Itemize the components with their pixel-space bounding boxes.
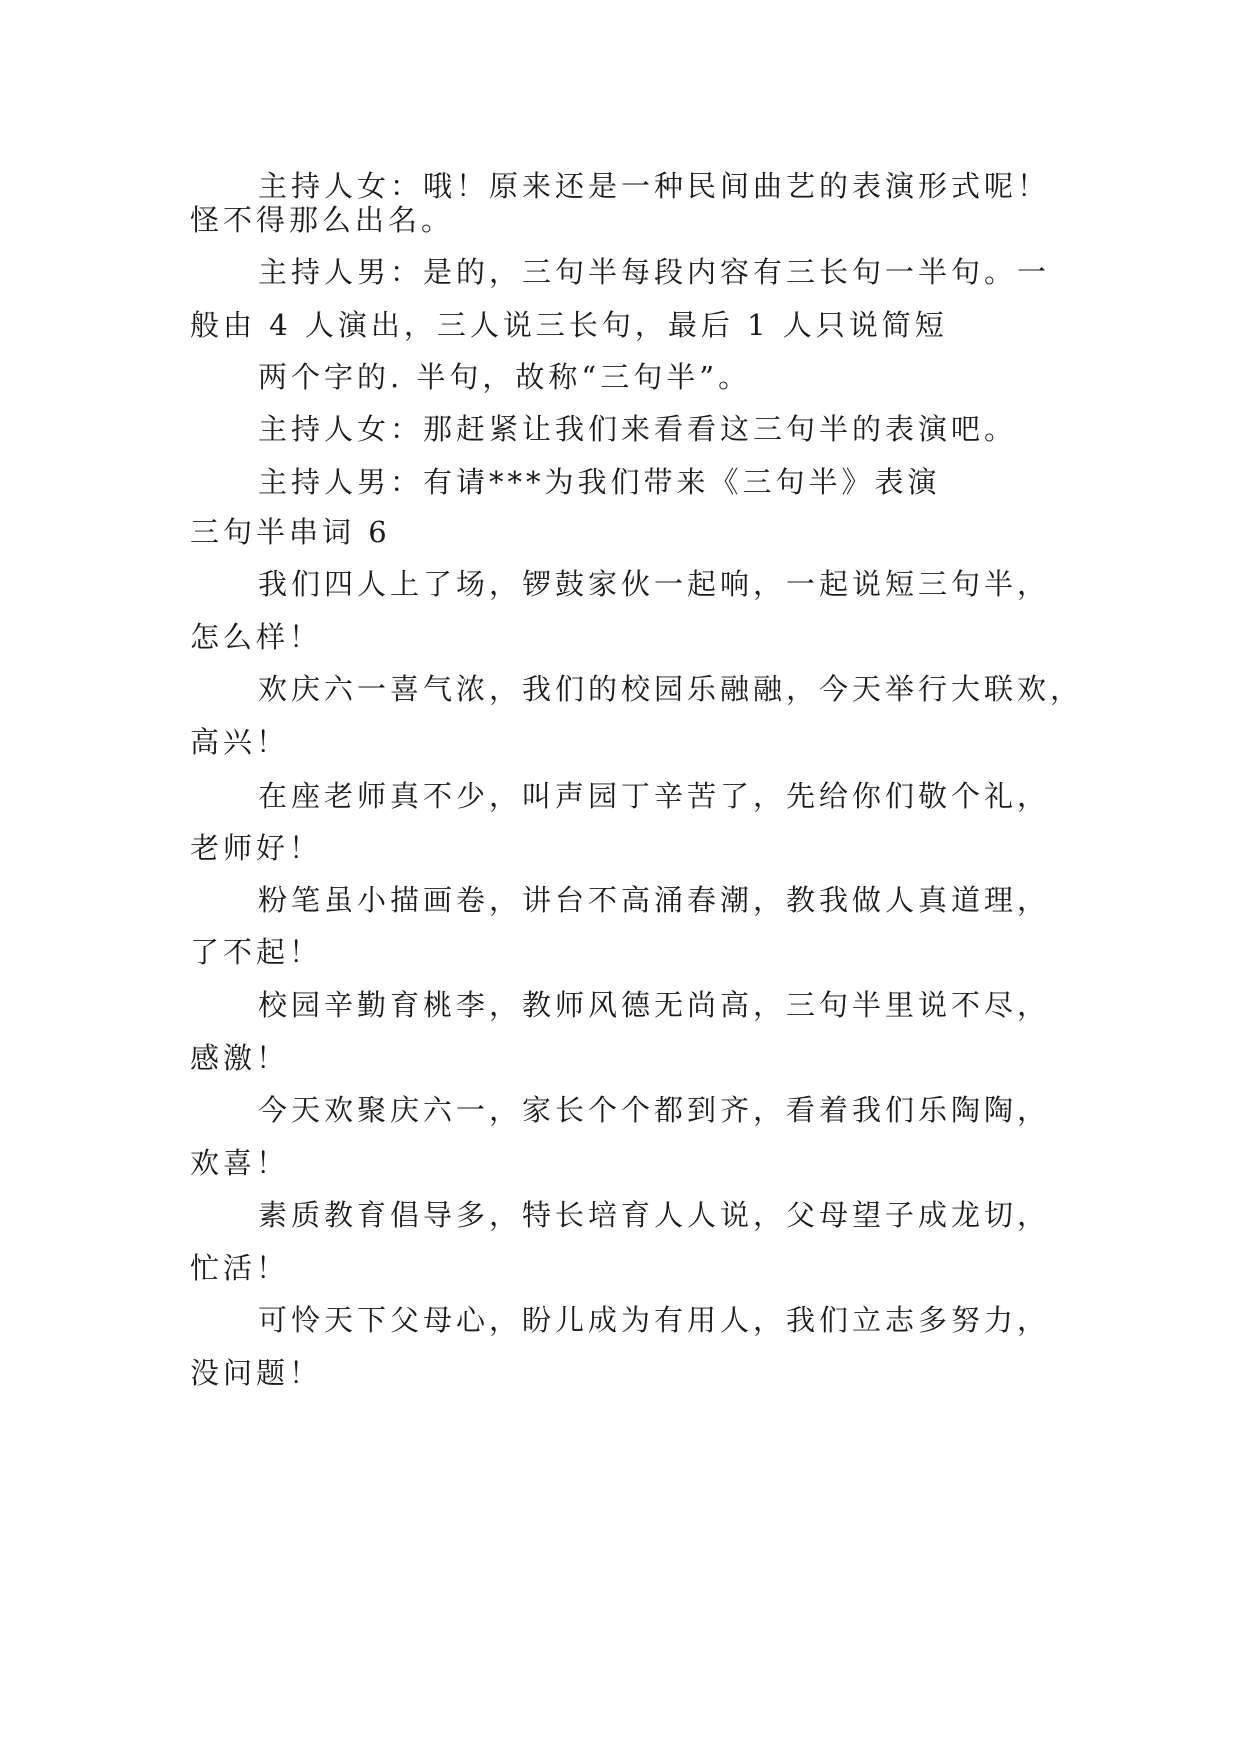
paragraph-line: 校园辛勤育桃李，教师风德无尚高，三句半里说不尽， <box>258 988 1051 1022</box>
paragraph-line: 般由 4 人演出，三人说三长句，最后 1 人只说简短 <box>190 308 948 342</box>
paragraph-line: 高兴！ <box>190 725 290 759</box>
paragraph-line: 今天欢聚庆六一，家长个个都到齐，看着我们乐陶陶， <box>258 1093 1051 1127</box>
paragraph-line: 了不起！ <box>190 935 323 969</box>
paragraph-line: 欢庆六一喜气浓，我们的校园乐融融，今天举行大联欢， <box>258 672 1084 706</box>
paragraph-line: 欢喜！ <box>190 1146 290 1180</box>
paragraph-line: 主持人男：有请***为我们带来《三句半》表演 <box>258 465 941 499</box>
paragraph-line: 怪不得那么出名。 <box>190 203 455 237</box>
paragraph-line: 素质教育倡导多，特长培育人人说，父母望子成龙切， <box>258 1198 1051 1232</box>
section-heading: 三句半串词 6 <box>190 515 391 549</box>
paragraph-line: 主持人女：哦！原来还是一种民间曲艺的表演形式呢！ <box>258 169 1051 203</box>
paragraph-line: 两个字的. 半句，故称“三句半”。 <box>258 360 752 394</box>
paragraph-line: 我们四人上了场，锣鼓家伙一起响，一起说短三句半， <box>258 567 1051 601</box>
paragraph-line: 主持人男：是的，三句半每段内容有三长句一半句。一 <box>258 255 1051 289</box>
paragraph-line: 主持人女：那赶紧让我们来看看这三句半的表演吧。 <box>258 412 1018 446</box>
paragraph-line: 没问题！ <box>190 1356 323 1390</box>
paragraph-line: 感激！ <box>190 1041 290 1075</box>
paragraph-line: 粉笔虽小描画卷，讲台不高涌春潮，教我做人真道理， <box>258 883 1051 917</box>
paragraph-line: 在座老师真不少，叫声园丁辛苦了，先给你们敬个礼， <box>258 779 1051 813</box>
paragraph-line: 忙活！ <box>190 1251 290 1285</box>
paragraph-line: 怎么样！ <box>190 620 323 654</box>
paragraph-line: 老师好！ <box>190 831 323 865</box>
paragraph-line: 可怜天下父母心，盼儿成为有用人，我们立志多努力， <box>258 1303 1051 1337</box>
